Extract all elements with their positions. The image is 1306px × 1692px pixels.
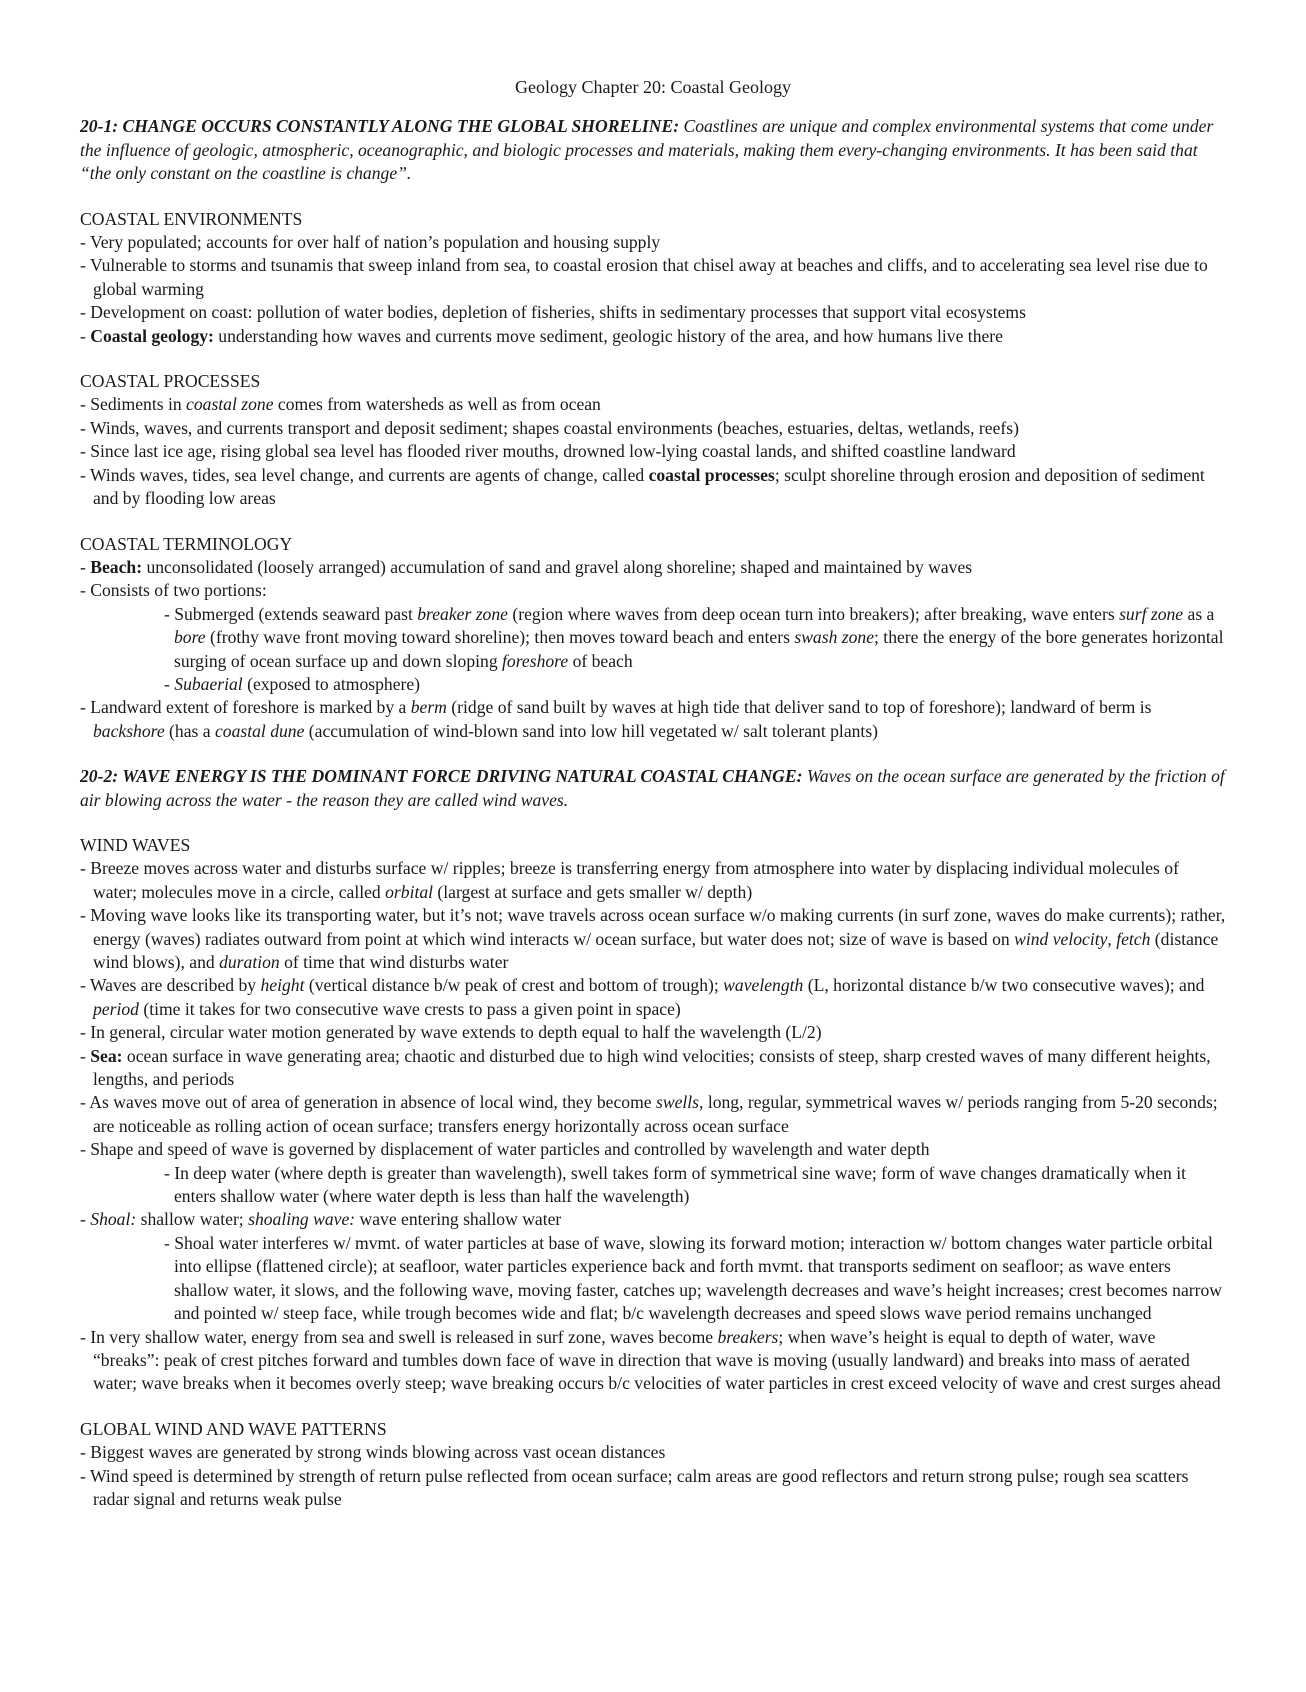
list-item: - As waves move out of area of generation in absence of local wind, they become swells, long, regular, symmetrical waves w/ periods ranging from 5-20 seconds; are noticeable as rolling action of ocean surface; transfers energy horizontally across ocean surface xyxy=(80,1092,1218,1136)
list-item: - Consists of two portions: xyxy=(80,580,267,601)
list-item: - Waves are described by height (vertical distance b/w peak of crest and bottom of trough); wavelength (L, horizontal distance b/w two consecutive waves); and period (time it takes for two consecutive wave crests to pass a given point in space) xyxy=(80,975,1205,1019)
section-20-2-body: Waves on the ocean surface are generated by the friction of air blowing across the water - the reason they are called wind waves. xyxy=(80,766,1225,810)
list-item: - Beach: unconsolidated (loosely arranged) accumulation of sand and gravel along shoreline; shaped and maintained by waves xyxy=(80,556,973,577)
list-item: - Winds waves, tides, sea level change, and currents are agents of change, called coastal processes; sculpt shoreline through erosion and deposition of sediment and by flooding low areas xyxy=(80,464,1205,509)
list-item: - Vulnerable to storms and tsunamis that sweep inland from sea, to coastal erosion that chisel away at beaches and cliffs, and to accelerating sea level rise due to global warming xyxy=(80,255,1208,299)
list-item: - Sea: ocean surface in wave generating area; chaotic and disturbed due to high wind velocities; consists of steep, sharp crested waves of many different heights, lengths, and periods xyxy=(80,1045,1211,1090)
wind-waves-block xyxy=(80,834,1226,1396)
sub-list-item: - In deep water (where depth is greater than wavelength), swell takes form of symmetrical sine wave; form of wave changes dramatically when it enters shallow water (where water depth is less than half the wavelength) xyxy=(164,1162,1187,1207)
coastal-processes-block xyxy=(80,370,1226,510)
coastal-terminology-heading: COASTAL TERMINOLOGY xyxy=(80,533,293,554)
list-item: - Very populated; accounts for over half of nation’s population and housing supply xyxy=(80,232,661,253)
list-item: - Wind speed is determined by strength of return pulse reflected from ocean surface; calm areas are good reflectors and return strong pulse; rough sea scatters radar signal and returns weak pulse xyxy=(80,1465,1189,1509)
sub-list-item: - Submerged (extends seaward past breaker zone (region where waves from deep ocean turn into breakers); after breaking, wave enters surf zone as a bore (frothy wave front moving toward shoreline); then moves toward beach and enters swash zone; there the energy of the bore generates horizontal surging of ocean surface up and down sloping foreshore of beach xyxy=(164,603,1224,671)
list-item: - In general, circular water motion generated by wave extends to depth equal to half the wavelength (L/2) xyxy=(80,1022,822,1043)
section-20-1-title: 20-1: CHANGE OCCURS CONSTANTLY ALONG THE GLOBAL SHORELINE: xyxy=(80,116,680,137)
section-20-1-intro xyxy=(80,115,1226,185)
list-item: - Coastal geology: understanding how waves and currents move sediment, geologic history of the area, and how humans live there xyxy=(80,325,1003,346)
document-title: Geology Chapter 20: Coastal Geology xyxy=(515,77,791,97)
list-item: - Breeze moves across water and disturbs surface w/ ripples; breeze is transferring energy from atmosphere into water by displacing individual molecules of water; molecules move in a circle, called orbital (largest at surface and gets smaller w/ depth) xyxy=(80,858,1179,902)
list-item: - Landward extent of foreshore is marked by a berm (ridge of sand built by waves at high tide that deliver sand to top of foreshore); landward of berm is backshore (has a coastal dune (accumulation of wind-blown sand into low hill vegetated w/ salt tolerant plants) xyxy=(80,697,1152,741)
list-item: - Biggest waves are generated by strong winds blowing across vast ocean distances xyxy=(80,1442,666,1463)
coastal-processes-heading: COASTAL PROCESSES xyxy=(80,371,261,392)
list-item: - Development on coast: pollution of water bodies, depletion of fisheries, shifts in sedimentary processes that support vital ecosystems xyxy=(80,302,1026,323)
term-beach: Beach: xyxy=(90,556,143,577)
term-coastal-processes: coastal processes xyxy=(648,464,775,485)
sub-list-item: - Subaerial (exposed to atmosphere) xyxy=(164,673,421,694)
coastal-terminology-block xyxy=(80,533,1226,744)
list-item: - Since last ice age, rising global sea level has flooded river mouths, drowned low-lying coastal lands, and shifted coastline landward xyxy=(80,441,1016,462)
global-wind-wave-block xyxy=(80,1418,1226,1512)
list-item: - In very shallow water, energy from sea and swell is released in surf zone, waves become breakers; when wave’s height is equal to depth of water, wave “breaks”: peak of crest pitches forward and tumbles down face of wave in direction that wave is moving (usually landward) and breaks into mass of aerated water; wave breaks when it becomes overly steep; wave breaking occurs b/c velocities of water particles in crest exceed velocity of wave and crest surges ahead xyxy=(80,1326,1221,1394)
term-coastal-zone: coastal zone xyxy=(186,394,274,415)
term-coastal-geology: Coastal geology: xyxy=(90,325,214,346)
coastal-environments-block xyxy=(80,208,1226,348)
section-20-1-body: Coastlines are unique and complex environmental systems that come under the influence of geologic, atmospheric, oceanographic, and biologic processes and materials, making them every-changing environments. It has been said that “the only constant on the coastline is change”. xyxy=(80,116,1214,184)
list-item: - Shoal: shallow water; shoaling wave: wave entering shallow water xyxy=(80,1209,562,1230)
section-20-2-title: 20-2: WAVE ENERGY IS THE DOMINANT FORCE DRIVING NATURAL COASTAL CHANGE: xyxy=(80,766,803,787)
list-item: - Shape and speed of wave is governed by displacement of water particles and controlled by wavelength and water depth xyxy=(80,1139,930,1160)
section-20-2-intro xyxy=(80,765,1226,812)
coastal-environments-heading: COASTAL ENVIRONMENTS xyxy=(80,208,303,229)
wind-waves-heading: WIND WAVES xyxy=(80,834,191,855)
list-item: - Sediments in coastal zone comes from watersheds as well as from ocean xyxy=(80,394,601,415)
global-wind-wave-heading: GLOBAL WIND AND WAVE PATTERNS xyxy=(80,1418,387,1439)
list-item: - Winds, waves, and currents transport and deposit sediment; shapes coastal environments (beaches, estuaries, deltas, wetlands, reefs) xyxy=(80,417,1019,438)
sub-list-item: - Shoal water interferes w/ mvmt. of water particles at base of wave, slowing its forward motion; interaction w/ bottom changes water particle orbital into ellipse (flattened circle); at seafloor, water particles experience back and forth mvmt. that transports sediment on seafloor; as wave enters shallow water, it slows, and the following wave, moving faster, catches up; wavelength decreases and wave’s height increases; crest becomes narrow and pointed w/ steep face, while trough becomes wide and flat; b/c wavelength decreases and speed slows wave period remains unchanged xyxy=(164,1232,1223,1324)
list-item: - Moving wave looks like its transporting water, but it’s not; wave travels across ocean surface w/o making currents (in surf zone, waves do make currents); rather, energy (waves) radiates outward from point at which wind interacts w/ ocean surface, but water does not; size of wave is based on wind velocity, fetch (distance wind blows), and duration of time that wind disturbs water xyxy=(80,905,1226,972)
